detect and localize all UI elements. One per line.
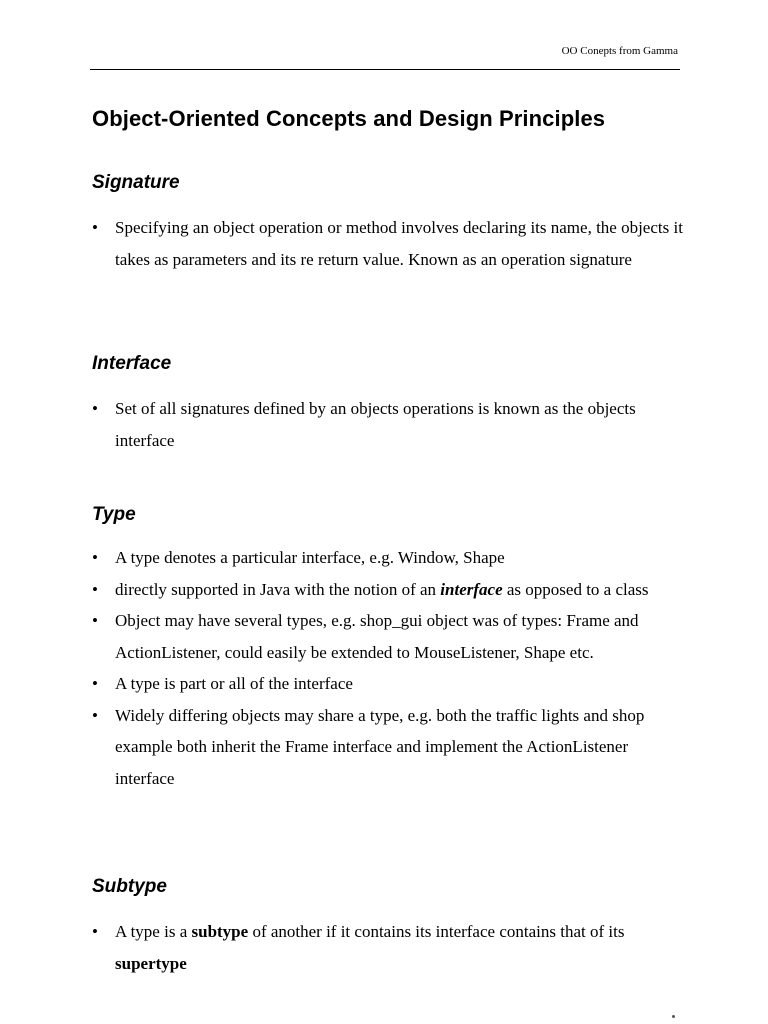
bullet-dot: •	[92, 218, 98, 237]
bullet-dot: •	[92, 922, 98, 941]
section-signature	[92, 172, 688, 275]
list-item	[92, 605, 688, 668]
list-item	[92, 916, 688, 979]
header-rule	[90, 69, 680, 70]
strong-text: supertype	[115, 953, 187, 973]
bullet-dot: •	[92, 579, 98, 599]
bullet-text-part: directly supported in Java with the notion of an	[115, 579, 441, 599]
bullet-text: A type is part or all of the interface	[115, 674, 353, 693]
list-item	[92, 668, 688, 700]
section-type	[92, 504, 688, 794]
list-item	[92, 574, 688, 606]
bullet-list	[92, 916, 688, 979]
bullet-text-part: as opposed to a class	[502, 579, 649, 599]
bullet-list	[92, 212, 688, 275]
bullet-text: Set of all signatures defined by an objects operations is known as the objects interface	[115, 399, 636, 450]
bullet-dot: •	[92, 674, 98, 693]
emphasis-text: interface	[440, 579, 503, 599]
list-item	[92, 212, 688, 275]
section-heading: Subtype	[92, 876, 167, 897]
bullet-text	[115, 580, 649, 599]
list-item	[92, 542, 688, 574]
bullet-text	[115, 922, 624, 973]
section-heading: Interface	[92, 353, 172, 374]
page-title: Object-Oriented Concepts and Design Principles	[92, 106, 606, 131]
section-interface	[92, 353, 688, 456]
bullet-text: A type denotes a particular interface, e.g. Window, Shape	[115, 548, 505, 567]
list-item	[92, 393, 688, 456]
strong-text: subtype	[191, 922, 249, 941]
bullet-dot: •	[92, 399, 98, 418]
bullet-dot: •	[92, 705, 98, 725]
section-heading: Type	[92, 504, 136, 525]
running-header: OO Conepts from Gamma	[561, 45, 678, 57]
bullet-list	[92, 542, 688, 794]
bullet-list	[92, 393, 688, 456]
section-heading: Signature	[92, 172, 180, 193]
page-number-mark	[672, 1015, 675, 1018]
list-item	[92, 700, 688, 795]
section-subtype	[92, 876, 688, 979]
bullet-text: Widely differing objects may share a type, e.g. both the traffic lights and shop example both inherit the Frame interface and implement the ActionListener interface	[115, 705, 645, 788]
bullet-dot: •	[92, 611, 98, 630]
bullet-text: Specifying an object operation or method involves declaring its name, the objects it takes as parameters and its re return value. Known as an operation signature	[115, 218, 683, 269]
bullet-text-part: A type is a	[115, 922, 192, 941]
bullet-text-part: of another if it contains its interface contains that of its	[248, 922, 625, 941]
bullet-text: Object may have several types, e.g. shop_gui object was of types: Frame and ActionListener, could easily be extended to MouseListener, Shape etc.	[115, 611, 639, 662]
bullet-dot: •	[92, 548, 98, 567]
